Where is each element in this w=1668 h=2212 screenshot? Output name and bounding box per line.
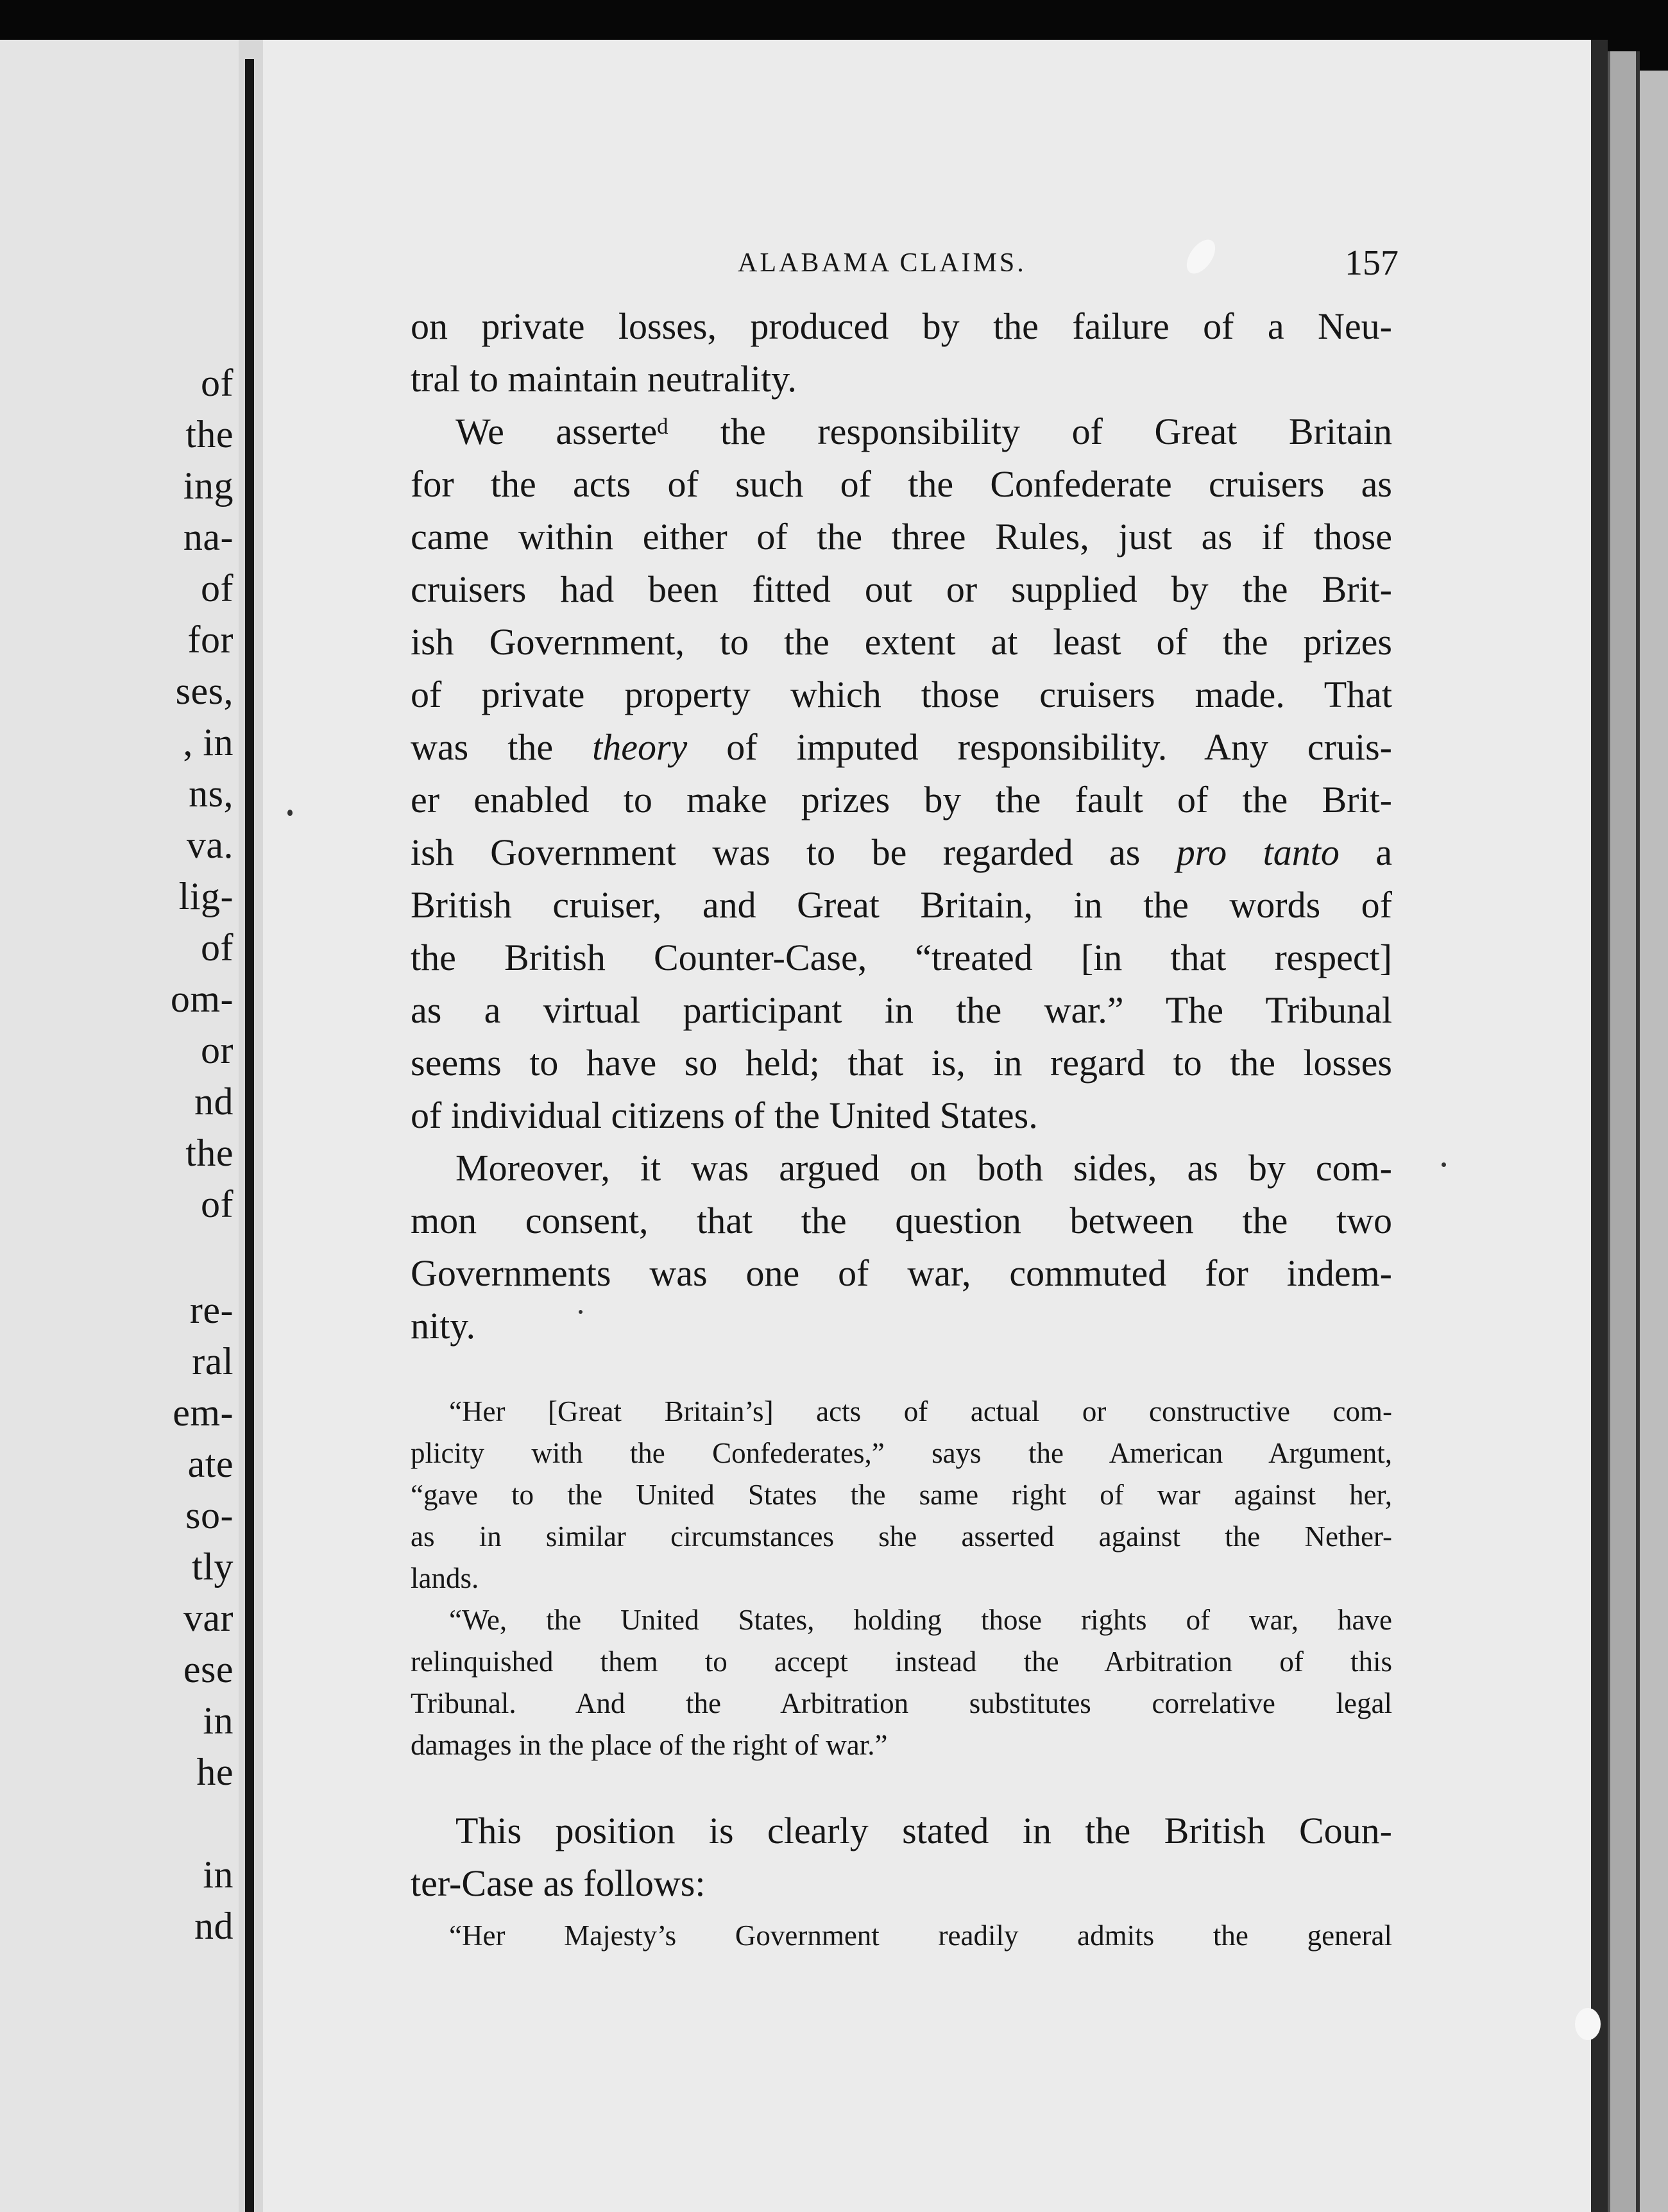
- body-line: of individual citizens of the United States.: [411, 1094, 1038, 1136]
- quote-line: “Her [Great Britain’s] acts of actual or constructive com-: [449, 1395, 1392, 1427]
- scan-speck: [1575, 2008, 1601, 2040]
- body-line: nity.: [411, 1305, 475, 1347]
- left-margin-fragment: , in: [183, 721, 234, 763]
- quote-line: “gave to the United States the same right of war against her,: [411, 1479, 1392, 1511]
- body-line: [411, 826, 1392, 879]
- left-margin-fragment: tly: [192, 1545, 234, 1588]
- left-margin-fragment: nd: [194, 1905, 234, 1947]
- left-margin-fragment: na-: [183, 516, 234, 558]
- quote-line: plicity with the Confederates,” says the American Argument,: [411, 1437, 1392, 1469]
- left-margin-fragment: lig-: [178, 875, 234, 917]
- left-margin-fragment: or: [201, 1029, 234, 1071]
- spacer: [411, 1352, 1392, 1391]
- body-line: mon consent, that the question between the two: [411, 1200, 1392, 1241]
- body-text: a: [1375, 831, 1392, 873]
- body-text: ish Government was to be regarded as: [411, 831, 1141, 873]
- left-margin-fragment: ses,: [175, 670, 234, 712]
- left-margin-fragment: ing: [183, 464, 234, 507]
- body-line: as a virtual participant in the war.” The Tribunal: [411, 989, 1392, 1031]
- left-margin-fragment: om-: [170, 978, 234, 1020]
- left-margin-fragment: var: [183, 1597, 234, 1639]
- quote-line: relinquished them to accept instead the Arbitration of this: [411, 1646, 1392, 1678]
- body-line: of private property which those cruisers made. That: [411, 674, 1392, 715]
- body-line: [411, 721, 1392, 774]
- left-margin-fragment: ns,: [189, 772, 234, 815]
- left-margin-fragment: re-: [189, 1289, 234, 1331]
- scan-dot: [579, 1310, 583, 1314]
- italic-term: theory: [592, 726, 688, 768]
- left-margin-fragment: va.: [186, 824, 234, 866]
- page-number: 157: [1345, 243, 1399, 283]
- scan-dot: [287, 810, 293, 816]
- body-line: the British Counter-Case, “treated [in that respect]: [411, 937, 1392, 978]
- quote-line: Tribunal. And the Arbitration substitutes correlative legal: [411, 1687, 1392, 1719]
- left-margin-fragment: the: [185, 413, 234, 455]
- body-line: We asserteᵈ the responsibility of Great Britain: [455, 411, 1392, 452]
- left-facing-page: [0, 40, 239, 2212]
- body-text: was the: [411, 726, 554, 768]
- left-margin-fragment: in: [203, 1853, 234, 1896]
- quote-line: lands.: [411, 1562, 479, 1594]
- page-stack-edge: [1608, 51, 1640, 2212]
- body-line: came within either of the three Rules, just as if those: [411, 516, 1392, 557]
- body-line: on private losses, produced by the failure of a Neu-: [411, 305, 1392, 347]
- left-margin-fragment: nd: [194, 1080, 234, 1123]
- running-header: [404, 244, 1399, 282]
- body-line: Governments was one of war, commuted for indem-: [411, 1252, 1392, 1294]
- spacer: [411, 1766, 1392, 1805]
- body-line: seems to have so held; that is, in regard to the losses: [411, 1042, 1392, 1084]
- body-line: Moreover, it was argued on both sides, as by com-: [455, 1147, 1392, 1189]
- scan-dot: [1442, 1162, 1446, 1167]
- left-margin-fragment: ral: [192, 1340, 234, 1382]
- body-line: er enabled to make prizes by the fault of the Brit-: [411, 779, 1392, 821]
- body-line: cruisers had been fitted out or supplied by the Brit-: [411, 568, 1392, 610]
- left-margin-fragment: in: [203, 1699, 234, 1742]
- left-margin-fragment: for: [187, 618, 234, 661]
- body-text: of imputed responsibility. Any cruis-: [726, 726, 1392, 768]
- quote-line: damages in the place of the right of war.”: [411, 1729, 888, 1761]
- body-line: ish Government, to the extent at least of the prizes: [411, 621, 1392, 663]
- left-margin-fragment: he: [196, 1751, 234, 1793]
- book-cover-edge: [1640, 71, 1668, 2212]
- italic-term: pro tanto: [1176, 831, 1340, 873]
- running-title: ALABAMA CLAIMS.: [738, 248, 1026, 278]
- body-line: for the acts of such of the Confederate cruisers as: [411, 463, 1392, 505]
- left-margin-fragment: so-: [185, 1494, 234, 1536]
- binding-shadow: [245, 59, 254, 2212]
- page-text-block: [411, 300, 1392, 1961]
- page-edge-shadow: [1591, 40, 1608, 2212]
- left-margin-fragment: ese: [183, 1648, 234, 1690]
- quote-line: as in similar circumstances she asserted against the Nether-: [411, 1520, 1392, 1553]
- left-margin-fragment: of: [201, 362, 234, 404]
- left-margin-fragment: em-: [173, 1391, 234, 1434]
- closing-line: ter-Case as follows:: [411, 1862, 706, 1904]
- left-margin-fragment: of: [201, 1183, 234, 1225]
- quote-line: “We, the United States, holding those rights of war, have: [449, 1604, 1392, 1636]
- left-margin-fragment: the: [185, 1132, 234, 1174]
- body-line: tral to maintain neutrality.: [411, 358, 797, 400]
- body-line: British cruiser, and Great Britain, in the words of: [411, 884, 1392, 926]
- left-margin-fragment: of: [201, 926, 234, 969]
- left-margin-fragment: of: [201, 567, 234, 609]
- left-margin-fragment: ate: [187, 1443, 234, 1485]
- closing-line: This position is clearly stated in the British Coun-: [455, 1810, 1392, 1851]
- closing-quote-line: “Her Majesty’s Government readily admits the general: [449, 1919, 1392, 1952]
